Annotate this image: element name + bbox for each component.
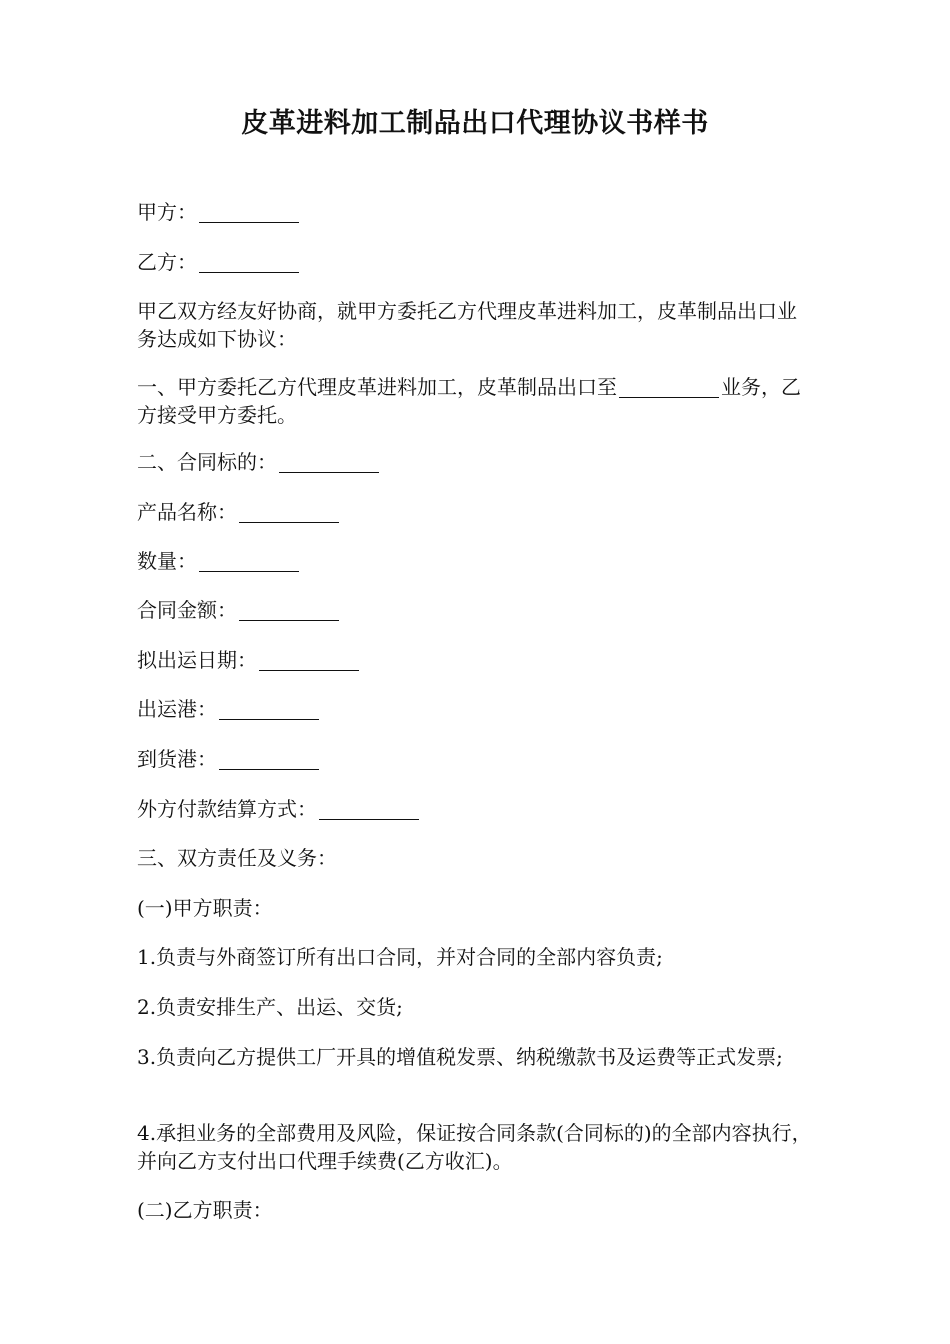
quantity-label: 数量：: [137, 549, 197, 573]
contract-amount-blank[interactable]: [239, 600, 339, 621]
party-a-line: [137, 198, 815, 226]
port-of-destination-blank[interactable]: [219, 749, 319, 770]
clause-2-blank[interactable]: [279, 452, 379, 473]
quantity-line: [137, 547, 815, 575]
document-title: 皮革进料加工制品出口代理协议书样书: [241, 108, 709, 139]
intro-paragraph: 甲乙双方经友好协商，就甲方委托乙方代理皮革进料加工，皮革制品出口业务达成如下协议：: [137, 299, 797, 351]
clause-1-text-before: 一、甲方委托乙方代理皮革进料加工，皮革制品出口至: [137, 375, 617, 399]
port-of-destination-line: [137, 745, 815, 773]
party-a-blank[interactable]: [199, 202, 299, 223]
port-of-loading-label: 出运港：: [137, 697, 217, 721]
ship-date-blank[interactable]: [259, 650, 359, 671]
party-a-duties-heading: (一)甲方职责：: [137, 896, 273, 920]
party-b-duties-heading: (二)乙方职责：: [137, 1198, 273, 1222]
port-of-loading-line: [137, 695, 815, 723]
contract-amount-line: [137, 596, 815, 624]
clause-2-label: 二、合同标的：: [137, 450, 277, 474]
duty-a3-paragraph: 3.负责向乙方提供工厂开具的增值税发票、纳税缴款书及运费等正式发票;: [137, 1045, 783, 1069]
product-name-blank[interactable]: [239, 502, 339, 523]
clause-1-text-after: 业务，乙方接受甲方委托。: [137, 375, 801, 427]
port-of-destination-label: 到货港：: [137, 747, 217, 771]
duty-a4-paragraph: 4.承担业务的全部费用及风险，保证按合同条款(合同标的)的全部内容执行，并向乙方支付出口代理手续费(乙方收汇)。: [137, 1121, 812, 1173]
ship-date-label: 拟出运日期：: [137, 648, 257, 672]
payment-method-blank[interactable]: [319, 799, 419, 820]
party-b-label: 乙方：: [137, 250, 197, 274]
ship-date-line: [137, 646, 815, 674]
party-a-label: 甲方：: [137, 200, 197, 224]
port-of-loading-blank[interactable]: [219, 699, 319, 720]
party-b-blank[interactable]: [199, 252, 299, 273]
duty-a2-paragraph: 2.负责安排生产、出运、交货;: [137, 995, 403, 1019]
contract-amount-label: 合同金额：: [137, 598, 237, 622]
clause-3-heading: 三、双方责任及义务：: [137, 846, 337, 870]
clause-1-paragraph: [137, 373, 815, 429]
party-b-line: [137, 248, 815, 276]
quantity-blank[interactable]: [199, 551, 299, 572]
product-name-label: 产品名称：: [137, 500, 237, 524]
duty-a1-paragraph: 1.负责与外商签订所有出口合同，并对合同的全部内容负责;: [137, 945, 663, 969]
payment-method-label: 外方付款结算方式：: [137, 797, 317, 821]
product-name-line: [137, 498, 815, 526]
clause-2-line: [137, 448, 815, 476]
clause-1-destination-blank[interactable]: [619, 377, 719, 398]
payment-method-line: [137, 795, 815, 823]
